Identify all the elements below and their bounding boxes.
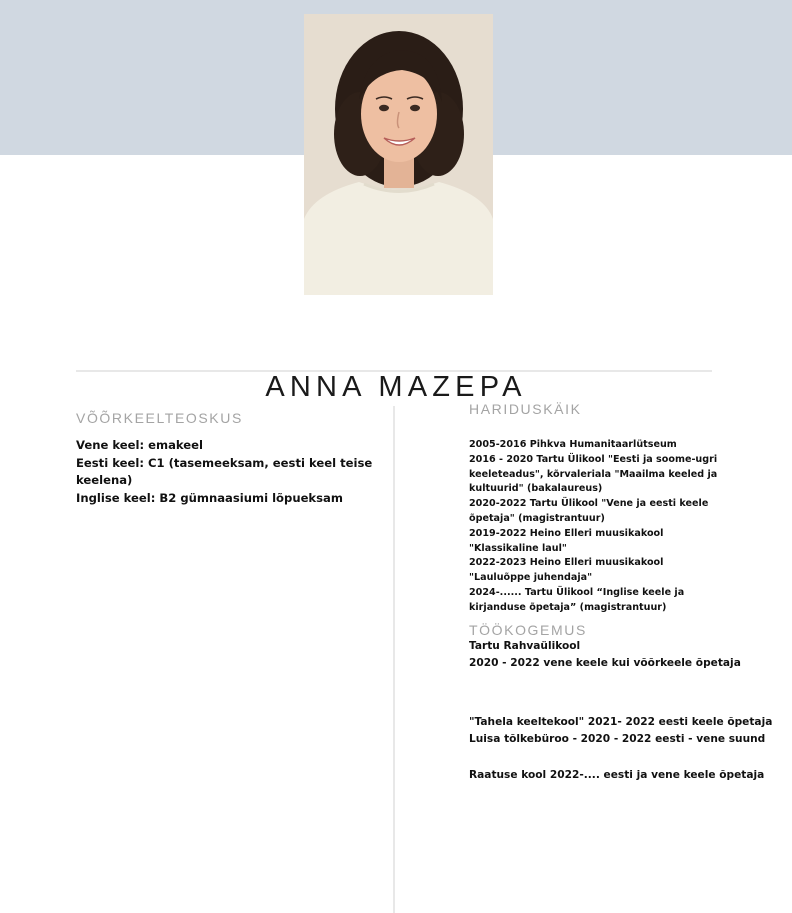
language-item: Inglise keel: B2 gümnaasiumi lõpueksam — [76, 490, 343, 505]
education-line: õpetaja" (magistrantuur) — [469, 512, 605, 524]
work-line: "Tahela keeltekool" 2021- 2022 eesti keele õpetaja — [469, 716, 773, 728]
education-list — [469, 438, 759, 616]
education-line: keeleteadus", kõrvaleriala "Maailma keeled ja — [469, 468, 718, 480]
education-line: 2005-2016 Pihkva Humanitaarlütseum — [469, 439, 677, 450]
education-line: 2024-...... Tartu Ülikool “Inglise keele ja — [469, 586, 685, 598]
education-line: kirjanduse õpetaja” (magistrantuur) — [469, 601, 667, 613]
work-line: Luisa tõlkebüroo - 2020 - 2022 eesti - vene suund — [469, 732, 766, 745]
education-line: kultuurid" (bakalaureus) — [469, 483, 603, 495]
education-line: 2019-2022 Heino Elleri muusikakool — [469, 527, 664, 539]
work-entry — [469, 714, 772, 747]
language-item: Eesti keel: C1 (tasemeeksam, eesti keel teise keelena) — [76, 455, 373, 487]
column-divider — [393, 406, 395, 913]
work-line: 2020 - 2022 vene keele kui võõrkeele õpetaja — [469, 656, 741, 669]
portrait-photo — [304, 14, 493, 295]
education-line: "Klassikaline laul" — [469, 542, 567, 554]
education-line: 2022-2023 Heino Elleri muusikakool — [469, 557, 664, 569]
education-line: 2020-2022 Tartu Ülikool "Vene ja eesti keele — [469, 498, 709, 510]
education-line: "Lauluõppe juhendaja" — [469, 572, 593, 584]
languages-list — [76, 437, 376, 507]
education-line: 2016 - 2020 Tartu Ülikool "Eesti ja soome-ugri — [469, 453, 718, 465]
work-heading: TÖÖKOGEMUS — [469, 622, 587, 638]
education-heading: HARIDUSKÄIK — [469, 401, 582, 417]
work-line: Raatuse kool 2022-.... eesti ja vene keele õpetaja — [469, 769, 765, 781]
work-entry — [469, 638, 741, 671]
work-entry — [469, 767, 764, 784]
work-line: Tartu Rahvaülikool — [469, 640, 581, 652]
language-item: Vene keel: emakeel — [76, 438, 203, 452]
person-name: ANNA MAZEPA — [265, 371, 527, 403]
languages-heading: VÕÕRKEELTEOSKUS — [76, 410, 243, 426]
